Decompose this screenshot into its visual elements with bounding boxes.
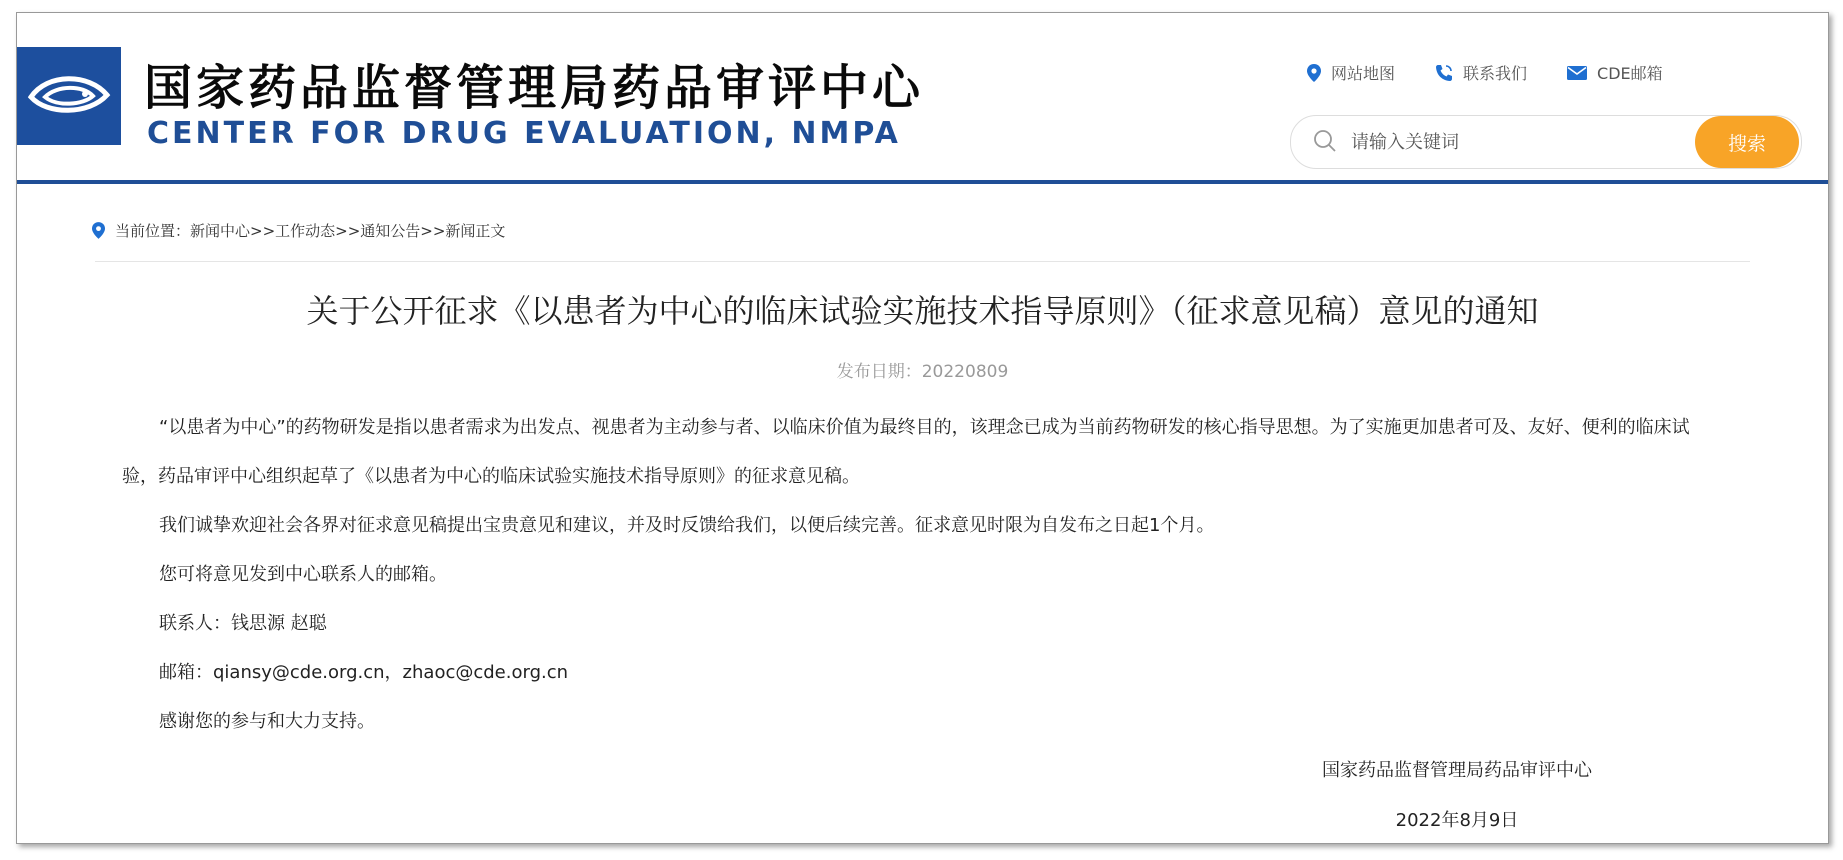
publish-date: 发布日期：20220809 [836,362,1009,382]
signature [1257,746,1657,844]
site-subtitle: CENTER FOR DRUG EVALUATION, NMPA [147,116,901,151]
signature-date: 2022年8月9日 [1395,810,1519,831]
breadcrumb [92,220,505,241]
location-pin-icon [1307,64,1321,82]
article-paragraph: “以患者为中心”的药物研发是指以患者需求为出发点、视患者为主动参与者、以临床价值为最终目的，该理念已成为当前药物研发的核心指导思想。为了实施更加患者可及、友好、便利的临床试验，药品审评中心组织起草了《以患者为中心的临床试验实施技术指导原则》的征求意见稿。 [122,417,1690,487]
divider [95,261,1750,262]
site-header [17,13,1828,184]
location-pin-icon [92,222,105,239]
article-paragraph: 您可将意见发到中心联系人的邮箱。 [159,564,447,585]
page-frame [16,12,1829,844]
fish-logo-icon [25,67,113,123]
mail-icon [1567,66,1587,80]
article-title: 关于公开征求《以患者为中心的临床试验实施技术指导原则》（征求意见稿）意见的通知 [306,293,1539,329]
thanks-text: 感谢您的参与和大力支持。 [159,711,375,732]
article-body [122,403,1702,746]
sitemap-link[interactable] [1307,61,1395,84]
article-paragraph: 我们诚挚欢迎社会各界对征求意见稿提出宝贵意见和建议，并及时反馈给我们，以便后续完善。征求意见时限为自发布之日起1个月。 [159,515,1215,536]
search-icon [1313,129,1337,153]
breadcrumb-prefix: 当前位置： [115,222,191,240]
search-button[interactable]: 搜索 [1695,116,1799,168]
contact-link-label: 联系我们 [1463,64,1528,83]
site-logo[interactable] [17,47,121,145]
search-input[interactable] [1349,126,1653,158]
top-links [1307,61,1663,84]
contact-emails[interactable]: 邮箱：qiansy@cde.org.cn，zhaoc@cde.org.cn [159,662,569,683]
breadcrumb-path[interactable]: 新闻中心>>工作动态>>通知公告>>新闻正文 [190,222,506,240]
signature-org: 国家药品监督管理局药品审评中心 [1322,760,1592,781]
sitemap-link-label: 网站地图 [1331,64,1396,83]
contact-link[interactable] [1435,61,1527,84]
phone-icon [1435,64,1453,82]
site-title: 国家药品监督管理局药品审评中心 [144,60,925,116]
mailbox-link-label: CDE邮箱 [1597,64,1663,83]
contact-persons: 联系人：钱思源 赵聪 [159,613,327,634]
mailbox-link[interactable] [1567,61,1663,84]
